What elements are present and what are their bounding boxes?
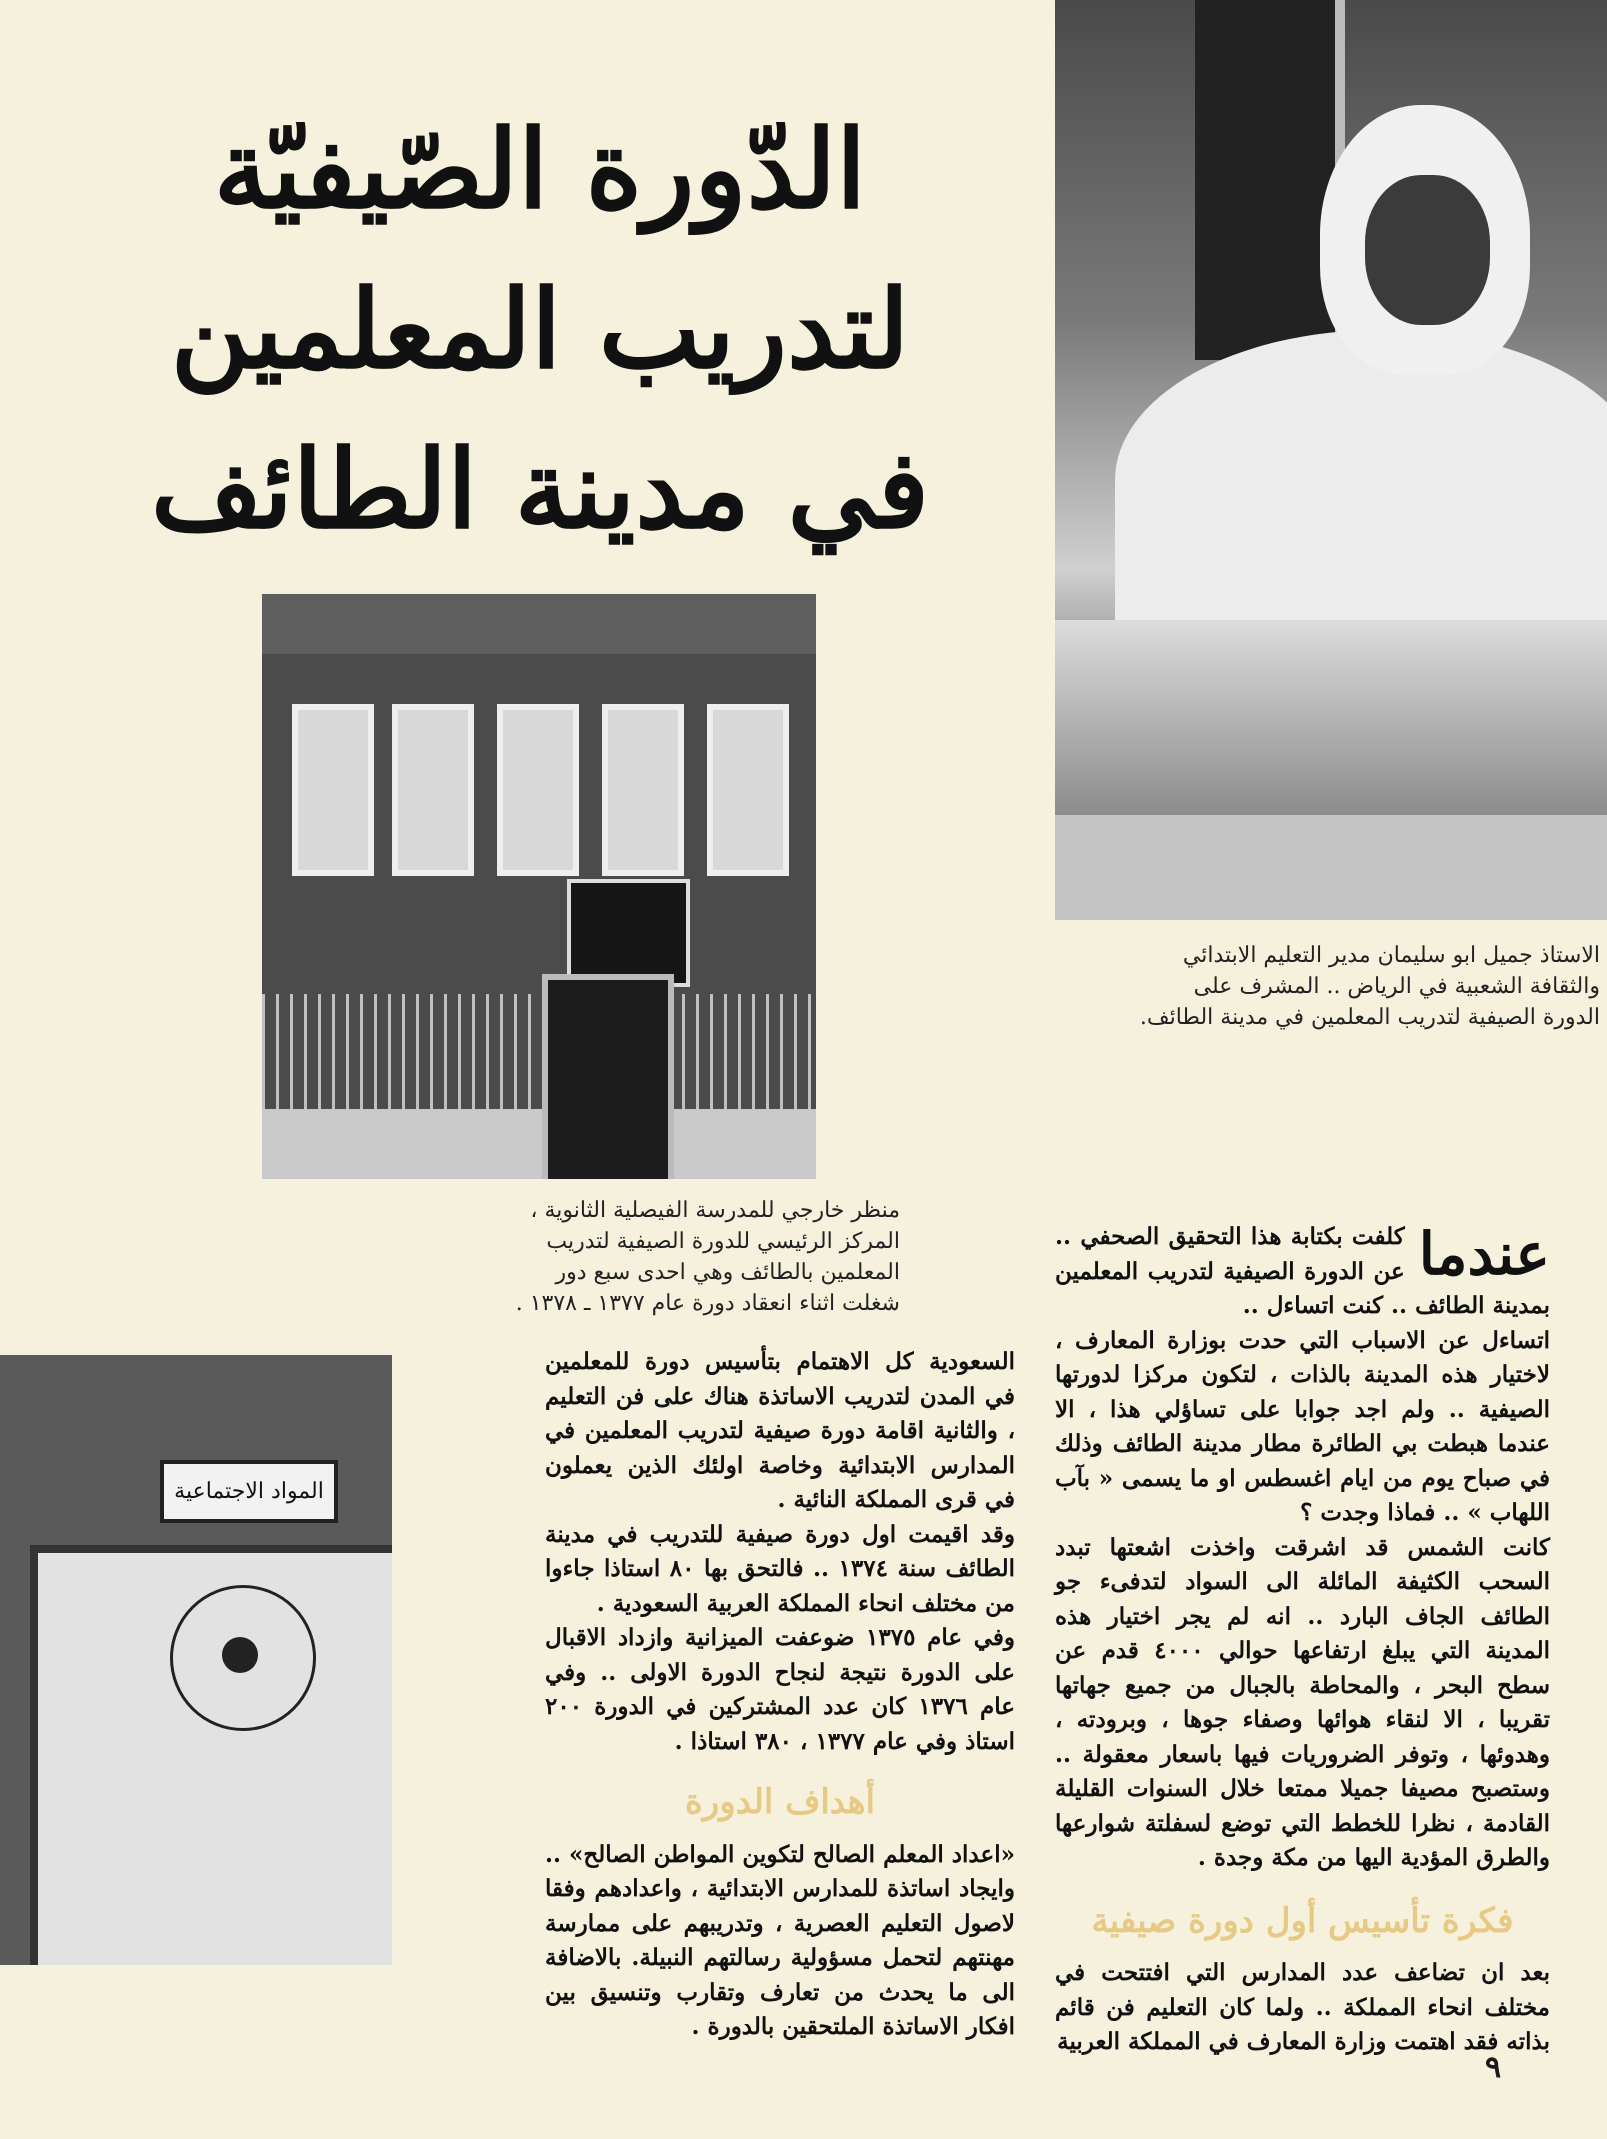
page-title <box>40 90 1040 570</box>
article-column-middle <box>545 1345 1015 2045</box>
board-label: المواد الاجتماعية <box>160 1460 338 1523</box>
board-wheel-hub <box>222 1637 258 1673</box>
window <box>1195 0 1345 360</box>
portrait-photo <box>1055 0 1607 920</box>
building-ground <box>262 1109 816 1179</box>
building-sign <box>567 879 690 987</box>
article-intro: كلفت بكتابة هذا التحقيق الصحفي .. عن الدورة الصيفية لتدريب المعلمين بمدينة الطائف .. كنت اتساءل .. <box>1055 1223 1550 1319</box>
title-line-1: الدّورة الصّيفيّة لتدريب المعلمين <box>170 107 910 393</box>
building-window <box>707 704 789 876</box>
building-window <box>392 704 474 876</box>
desk-edge <box>1055 815 1607 920</box>
board-photo <box>0 1355 392 1965</box>
page-number: ٩ <box>1485 2050 1502 2085</box>
subhead-idea: فكرة تأسيس أول دورة صيفية <box>1091 1900 1514 1941</box>
desk <box>1055 620 1607 820</box>
article-paragraph: بعد ان تضاعف عدد المدارس التي افتتحت في مختلف انحاء المملكة .. ولما كان التعليم فن قائم بذاته فقد اهتمت وزارة المعارف في المملكة العربية <box>1055 1959 1550 2055</box>
building-window <box>497 704 579 876</box>
article-column-right <box>1055 1220 1550 2060</box>
article-paragraph: «اعداد المعلم الصالح لتكوين المواطن الصالح» .. وايجاد اساتذة للمدارس الابتدائية ، واعدادهم وفقا لاصول التعليم العصرية ، وتدريبهم على ممارسة مهنتهم لتحمل مسؤولية رسالتهم النبيلة. بالاضافة الى ما يحدث من تعارف وتقارب وتنسيق بين افكار الاساتذة الملتحقين بالدورة . <box>545 1840 1015 2040</box>
dropcap: عندما <box>1418 1220 1550 1288</box>
building-window <box>292 704 374 876</box>
building-window <box>602 704 684 876</box>
article-paragraph: كانت الشمس قد اشرقت واخذت اشعتها تبدد السحب الكثيفة المائلة الى السواد لتدفىء جو الطائف الجاف البارد .. انه لم يجر اختيار هذه المدينة التي يبلغ ارتفاعها حوالي ٤٠٠٠ قدم عن سطح البحر ، والمحاطة بالجبال من جميع جهاتها تقريبا ، الا لنقاء هوائها وصفاء جوها ، وبرودته ، وهدوئها ، وتوفر الضروريات فيها باسعار معقولة .. وستصبح مصيفا جميلا ممتعا خلال السنوات القليلة القادمة ، نظرا للخطط التي توضع لسفلتة شوارعها والطرق المؤدية اليها من مكة وجدة . <box>1055 1533 1550 1871</box>
article-paragraph: وقد اقيمت اول دورة صيفية للتدريب في مدينة الطائف سنة ١٣٧٤ .. فالتحق بها ٨٠ استاذا جاءوا من مختلف انحاء المملكة العربية السعودية . <box>545 1520 1016 1617</box>
building-caption: منظر خارجي للمدرسة الفيصلية الثانوية ، المركز الرئيسي للدورة الصيفية لتدريب المعلمين بالطائف وهي احدى سبع دور شغلت اثناء انعقاد دورة عام ١٣٧٧ ـ ١٣٧٨ . <box>515 1198 900 1316</box>
building-fence <box>262 994 816 1109</box>
subhead-goals: أهداف الدورة <box>684 1782 876 1822</box>
article-paragraph: السعودية كل الاهتمام بتأسيس دورة للمعلمين في المدن لتدريب الاساتذة هناك على فن التعليم ، والثانية اقامة دورة صيفية لتدريب المعلمين في المدارس الابتدائية وخاصة اولئك الذين يعملون في قرى المملكة النائية . <box>545 1348 1016 1513</box>
portrait-caption: الاستاذ جميل ابو سليمان مدير التعليم الابتدائي والثقافة الشعبية في الرياض .. المشرف على الدورة الصيفية لتدريب المعلمين في مدينة الطائف. <box>1139 943 1600 1030</box>
figure-body <box>1115 330 1607 630</box>
figure-face <box>1365 175 1490 325</box>
article-paragraph: اتساءل عن الاسباب التي حدت بوزارة المعارف ، لاختيار هذه المدينة بالذات ، لتكون مركزا لدورتها الصيفية .. ولم اجد جوابا على تساؤلي هذا ، الا عندما هبطت بي الطائرة مطار مدينة الطائف وذلك في صباح يوم من ايام اغسطس او ما يسمى « بآب اللهاب » .. فماذا وجدت ؟ <box>1055 1326 1550 1526</box>
building-roofline <box>262 594 816 654</box>
article-paragraph: وفي عام ١٣٧٥ ضوعفت الميزانية وازداد الاقبال على الدورة نتيجة لنجاح الدورة الاولى .. وفي عام ١٣٧٦ كان عدد المشتركين في الدورة ٢٠٠ استاذ وفي عام ١٣٧٧ ، ٣٨٠ استاذا . <box>545 1624 1015 1755</box>
building-photo <box>262 594 816 1179</box>
title-line-2: في مدينة الطائف <box>150 427 930 553</box>
building-door <box>542 974 674 1179</box>
